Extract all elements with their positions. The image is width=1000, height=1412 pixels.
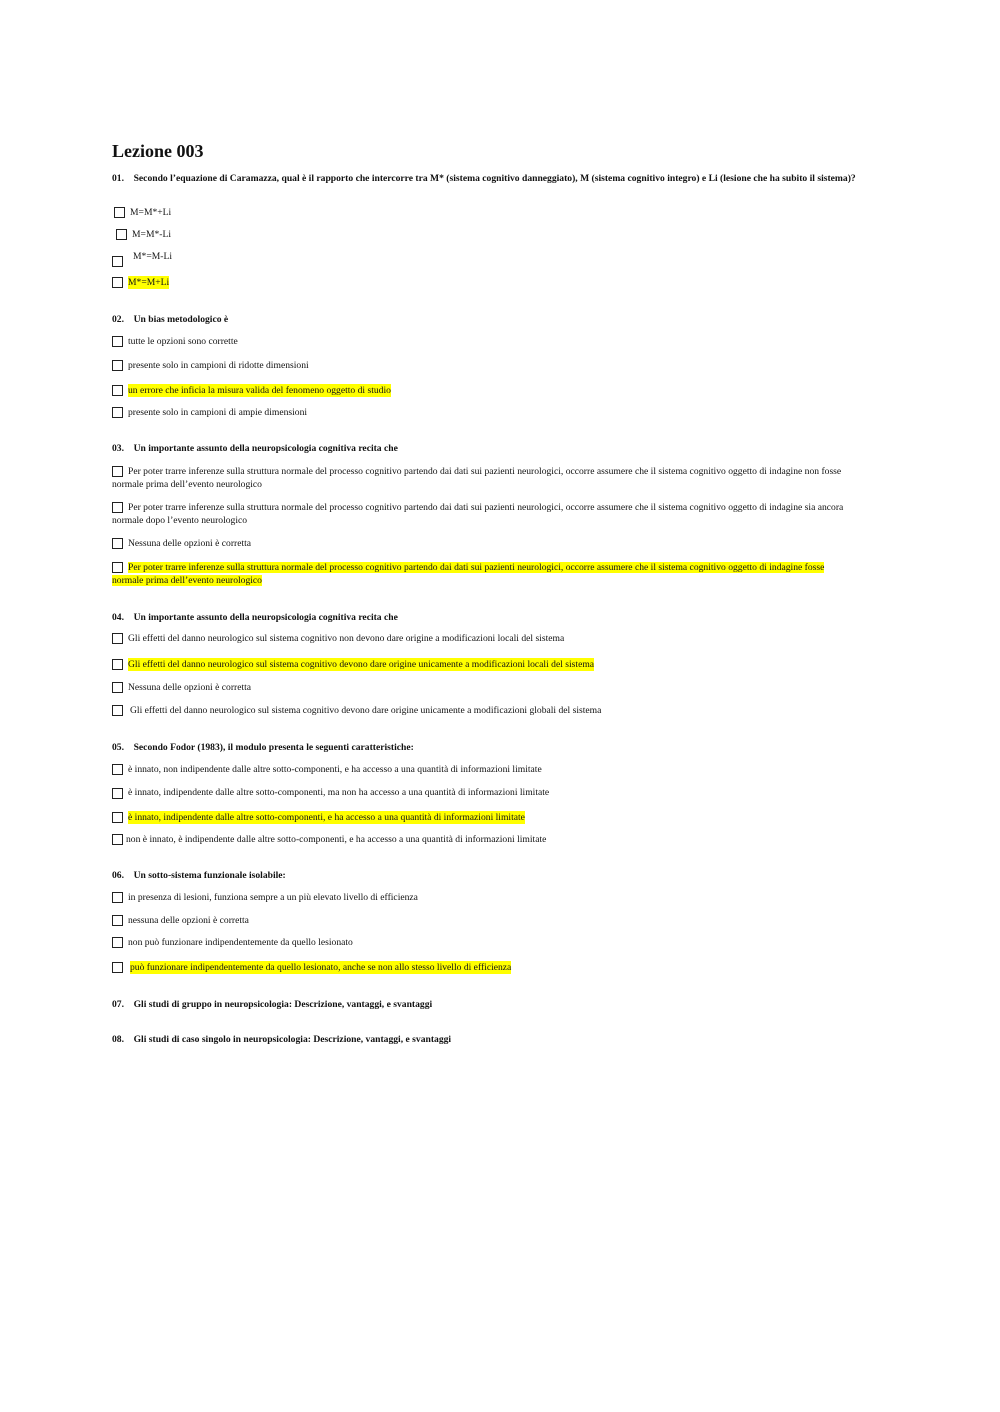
checkbox[interactable] xyxy=(112,834,123,845)
checkbox[interactable] xyxy=(112,962,123,973)
checkbox[interactable] xyxy=(112,633,123,644)
checkbox[interactable] xyxy=(112,812,123,823)
question-8: 08. Gli studi di caso singolo in neuropsicologia: Descrizione, vantaggi, e svantaggi xyxy=(112,1034,452,1045)
checkbox[interactable] xyxy=(112,937,123,948)
question-3: 03. Un importante assunto della neuropsicologia cognitiva recita che xyxy=(112,443,398,454)
checkbox[interactable] xyxy=(112,407,123,418)
checkbox[interactable] xyxy=(112,538,123,549)
question-4: 04. Un importante assunto della neuropsicologia cognitiva recita che xyxy=(112,612,398,623)
lesson-title: Lezione 003 xyxy=(112,141,204,161)
checkbox[interactable] xyxy=(112,764,123,775)
checkbox[interactable] xyxy=(112,360,123,371)
checkbox[interactable] xyxy=(112,915,123,926)
checkbox[interactable] xyxy=(114,207,125,218)
question-1: 01. Secondo l’equazione di Caramazza, qual è il rapporto che intercorre tra M* (sistema cognitivo danneggiato), M (sistema cognitivo integro) e Li (lesione che ha subito il sistema)? xyxy=(112,173,856,184)
checkbox[interactable] xyxy=(112,705,123,716)
checkbox[interactable] xyxy=(112,256,123,267)
checkbox[interactable] xyxy=(112,385,123,396)
checkbox[interactable] xyxy=(112,788,123,799)
question-2: 02. Un bias metodologico è xyxy=(112,314,229,325)
question-5: 05. Secondo Fodor (1983), il modulo presenta le seguenti caratteristiche: xyxy=(112,742,414,753)
checkbox[interactable] xyxy=(112,336,123,347)
question-6: 06. Un sotto-sistema funzionale isolabile: xyxy=(112,870,286,881)
checkbox[interactable] xyxy=(112,892,123,903)
document-page: Lezione 003 01. Secondo l’equazione di Caramazza, qual è il rapporto che intercorre tra M* (sistema cognitivo danneggiato), M (sistema cognitivo integro) e Li (lesione che ha subito il sistema)? M=M*+Li M=M*-Li M*=M-Li M*=M+Li 02. Un bias metodologico è tutte le opzioni sono corrette presente solo in campioni di ridotte dimensioni un errore che inficia la misura valida del fenomeno oggetto di studio presente solo in campioni di ampie dimensioni 03. Un importante assunto della neuropsicologia cognitiva recita che Per poter trarre inferenze sulla struttura normale del processo cognitivo partendo dai dati sui pazienti neurologici, occorre assumere che il sistema cognitivo oggetto di indagine non fosse normale prima dell’evento neurologico Per poter trarre inferenze sulla struttura normale del processo cognitivo partendo dai dati sui pazienti neurologici, occorre assumere che il sistema cognitivo oggetto di indagine sia ancora normale dopo l’evento neurologico Nessuna delle opzioni è corretta Per poter trarre inferenze sulla struttura normale del processo cognitivo partendo dai dati sui pazienti neurologici, occorre assumere che il sistema cognitivo oggetto di indagine fosse normale prima dell’evento neurologico 04. Un importante assunto della neuropsicologia cognitiva recita che Gli effetti del danno neurologico sul sistema cognitivo non devono dare origine a modificazioni locali del sistema Gli effetti del danno neurologico sul sistema cognitivo devono dare origine unicamente a modificazioni locali del sistema Nessuna delle opzioni è corretta Gli effetti del danno neurologico sul sistema cognitivo devono dare origine unicamente a modificazioni globali del sistema 05. Secondo Fodor (1983), il modulo presenta le seguenti caratteristiche: è innato, non indipendente dalle altre sotto-componenti, e ha accesso a una quantità di informazioni limitate è innato, indipendente dalle altre sotto-componenti, ma non ha accesso a una quantità di informazioni limitate è innato, indipendente dalle altre sotto-componenti, e ha accesso a una quantità di informazioni limitate non è innato, è indipendente dalle altre sotto-componenti, e ha accesso a una quantità di informazioni limitate 06. Un sotto-sistema funzionale isolabile: in presenza di lesioni, funziona sempre a un più elevato livello di efficienza nessuna delle opzioni è corretta non può funzionare indipendentemente da quello lesionato può funzionare indipendentemente da quello lesionato, anche se non allo stesso livello di efficienza 07. Gli studi di gruppo in neuropsicologia: Descrizione, vantaggi, e svantaggi 08. Gli studi di caso singolo in neuropsicologia: Descrizione, vantaggi, e svantaggi xyxy=(112,0,882,1412)
question-7: 07. Gli studi di gruppo in neuropsicologia: Descrizione, vantaggi, e svantaggi xyxy=(112,999,433,1010)
checkbox[interactable] xyxy=(112,277,123,288)
checkbox[interactable] xyxy=(112,659,123,670)
checkbox[interactable] xyxy=(112,682,123,693)
checkbox[interactable] xyxy=(116,229,127,240)
